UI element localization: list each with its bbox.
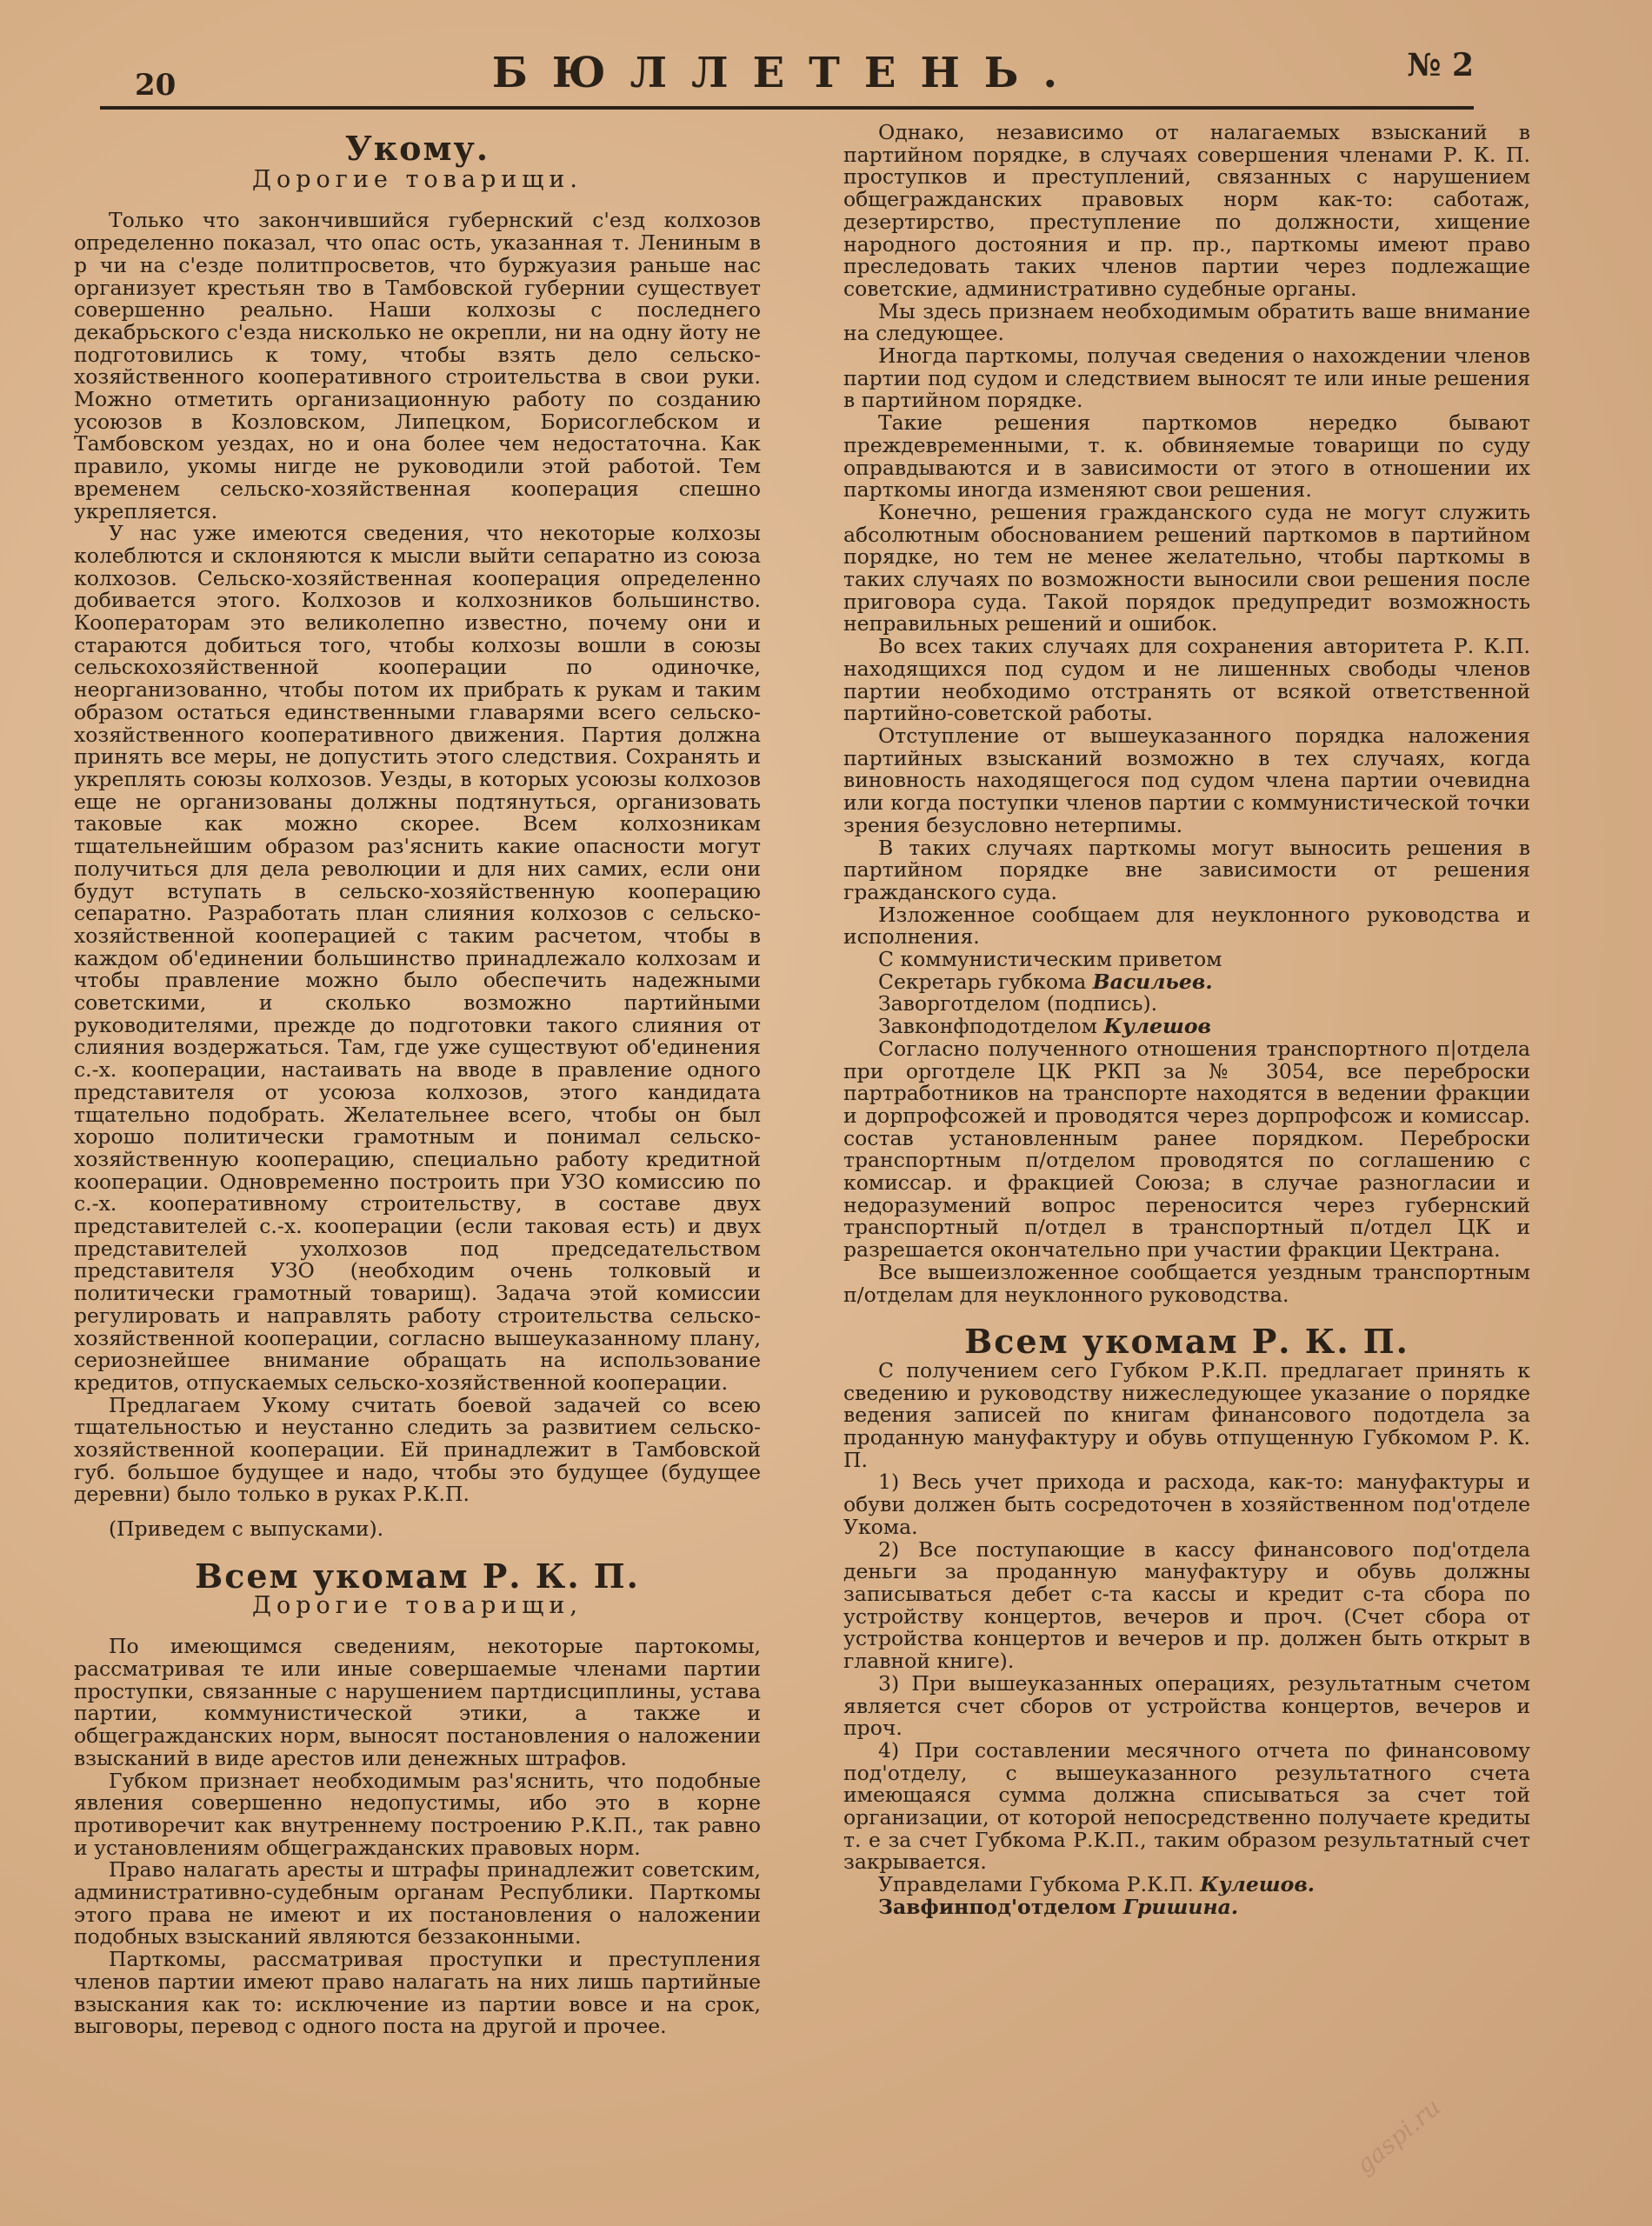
greeting: Дорогие товарищи, xyxy=(252,1591,583,1619)
paragraph: Предлагаем Укому считать боевой задачей со всею тщательностью и неустанно следить за развитием сельско-хозяйственной кооперации. Ей принадлежит в Тамбовской губ. большое будущее и надо, чтобы это будущее (будущее деревни) было только в руках Р.К.П. xyxy=(74,1392,761,1507)
issue-number: № 2 xyxy=(1407,47,1474,83)
paragraph: Однако, независимо от налагаемых взысканий в партийном порядке, в случаях совершения членами Р. К. П. проступков и преступлений, связанных с нарушением общегражданских правовых норм как-то: саботаж, дезертирство, преступление по должности, хищение народного достояния и пр. пр., парткомы имеют право преследовать таких членов партии через подлежащие советские, административно судебные органы. xyxy=(843,122,1530,301)
list-item: 2) Все поступающие в кассу финансового под'отдела деньги за проданную мануфактуру и обувь должны записываться дебет с-та кассы и кредит с-та сбора по устройству концертов, вечеров и проч. (Счет сбора от устройства концертов и вечеров и пр. должен быть открыт в главной книге). xyxy=(843,1536,1530,1674)
paragraph: Мы здесь признаем необходимым обратить ваше внимание на следующее. xyxy=(843,298,1530,346)
page-header xyxy=(100,42,1474,111)
list-item: 3) При вышеуказанных операциях, результатным счетом является счет сборов от устройства концертов, вечеров и проч. xyxy=(843,1670,1530,1741)
paragraph: Только что закончившийся губернский с'езд колхозов определенно показал, что опас ость, указанная т. Лениным в р чи на с'езде политпросветов, что буржуазия раньше нас организует крестьян тво в Тамбовской губернии существует совершенно реально. Наши колхозы с последнего декабрьского с'езда нисколько не окрепли, ни на одну йоту не подготовились к тому, чтобы взять дело сельско-хозяйственного кооперативного строительства в свои руки. Можно отметить организационную работу по созданию усоюзов в Козловском, Липецком, Борисоглебском и Тамбовском уездах, но и она более чем недостаточна. Как правило, укомы нигде не руководили этой работой. Тем временем сельско-хозяйственная кооперация спешно укрепляется. xyxy=(74,208,761,523)
greeting: Дорогие товарищи. xyxy=(252,165,583,193)
paragraph: Такие решения парткомов нередко бывают преждевременными, т. к. обвиняемые товарищи по суду оправдываются и в зависимости от этого в отношении их парткомы иногда изменяют свои решения. xyxy=(843,410,1530,503)
right-column xyxy=(843,122,1530,2174)
paragraph: Парткомы, рассматривая проступки и преступления членов партии имеют право налагать на них лишь партийные взыскания как то: исключение из партии вовсе и на срок, выговоры, перевод с одного поста на другой и прочее. xyxy=(74,1947,761,2039)
paragraph: С получением сего Губком Р.К.П. предлагает принять к сведению и руководству нижеследующее указание о порядке ведения записей по книгам финансового подотдела за проданную мануфактуру и обувь отпущенную Губкомом Р. К. П. xyxy=(843,1357,1530,1472)
closing-line: С коммунистическим приветом xyxy=(878,947,1222,972)
paragraph: У нас уже имеются сведения, что некоторые колхозы колеблются и склоняются к мысли выйти сепаратно из союза колхозов. Сельско-хозяйственная кооперация определенно добивается этого. Колхозов и колхозников большинство. Кооператорам это великолепно известно, почему они и стараются добиться того, чтобы колхозы вошли в союзы сельскохозяйственной кооперации по одиночке, неорганизованно, чтобы потом их прибрать к рукам и таким образом остаться единственными главарями всего сельско-хозяйственного кооперативного движения. Партия должна принять все меры, не допустить этого следствия. Сохранять и укреплять союзы колхозов. Уезды, в которых усоюзы колхозов еще не организованы должны подтянуться, организовать таковые как можно скорее. Всем колхозникам тщательнейшим образом раз'яснить какие опасности могут получиться для дела революции и для них самих, если они будут вступать в сельско-хозяйственную кооперацию сепаратно. Разработать план слияния колхозов с сельско-хозяйственной кооперацией с таким расчетом, чтобы в каждом об'единении большинство принадлежало колхозам и чтобы правление можно было обеспечить надежными советскими, и сколько возможно партийными руководителями, прежде до подготовки такого слияния от слияния воздержаться. Там, где уже существуют об'единения с.-х. кооперации, настаивать на вводе в правление одного представителя от усоюза колхозов, этого кандидата тщательно подобрать. Желательнее всего, чтобы он был хорошо политически грамотным и понимал сельско-хозяйственную кооперацию, специально работу кредитной кооперации. Одновременно построить при УЗО комиссию по с.-х. кооперативному строительству, в составе двух представителей с.-х. кооперации (если таковая есть) и двух представителей ухолхозов под председательством представителя УЗО (необходим очень толковый и политически грамотный товарищ). Задача этой комиссии регулировать и направлять работу строительства сельско-хозяйственной кооперации, согласно вышеуказанному плану, сериознейшее внимание обращать на использование кредитов, отпускаемых сельско-хозяйственной кооперации. xyxy=(74,521,761,1395)
paragraph: Согласно полученного отношения транспортного п|отдела при орготделе ЦК РКП за № 3054, все переброски партработников на транспорте находятся в ведении фракции и дорпрофсожей и проводятся через дорпрофсож и комиссар. состав установленным ранее порядком. Переброски транспортным п/отделом проводятся по соглашению с комиссар. и фракцией Союза; в случае разногласии и недоразумений вопрос переносится через губернский транспортный п/отдел в транспортный п/отдел ЦК и разрешается окончательно при участии фракции Цектрана. xyxy=(843,1036,1530,1263)
signature-zavfin: Завфинпод'отделом Гришина. xyxy=(878,1894,1238,1919)
signature-secretary: Секретарь губкома Васильев. xyxy=(878,969,1213,994)
paragraph: Губком признает необходимым раз'яснить, что подобные явления совершенно недопустимы, ибо это в корне противоречит как внутреннему построению Р.К.П., так равно и установлениям общегражданских правовых норм. xyxy=(74,1768,761,1860)
header-rule xyxy=(100,106,1474,110)
watermark: gaspi.ru xyxy=(1349,2092,1447,2180)
list-item: 1) Весь учет прихода и расхода, как-то: мануфактуры и обуви должен быть сосредоточен в хозяйственном под'отделе Укома. xyxy=(843,1470,1530,1539)
article-title-vsem-ukomam: Всем укомам Р. К. П. xyxy=(195,1556,640,1596)
article-title-ukomu: Укому. xyxy=(344,129,490,168)
paragraph: Изложенное сообщаем для неуклонного руководства и исполнения. xyxy=(843,902,1530,950)
paragraph: Отступление от вышеуказанного порядка наложения партийных взысканий возможно в тех случаях, когда виновность находящегося под судом члена партии очевидна или когда поступки членов партии с коммунистической точки зрения безусловно нетерпимы. xyxy=(843,723,1530,837)
paragraph: Конечно, решения гражданского суда не могут служить абсолютным обоснованием решений парткомов в партийном порядке, но тем не менее желательно, чтобы парткомы в таких случаях по возможности выносили свои решения после приговора суда. Такой порядок предупредит возможность неправильных решений и ошибок. xyxy=(843,499,1530,636)
list-item: 4) При составлении месячного отчета по финансовому под'отделу, с вышеуказанного результатного счета имеющаяся сумма должна списываться за счет той организации, от которой непосредственно получаете кредиты т. е за счет Губкома Р.К.П., таким образом результатный счет закрывается. xyxy=(843,1737,1530,1875)
paragraph: По имеющимся сведениям, некоторые партокомы, рассматривая те или иные совершаемые членами партии проступки, связанные с нарушением партдисциплины, устава партии, коммунистической этики, а также и общегражданских норм, выносят постановления о наложении взысканий в виде арестов или денежных штрафов. xyxy=(74,1634,761,1770)
signature-zavkonf: Завконфподотделом Кулешов xyxy=(878,1014,1211,1039)
paragraph: Все вышеизложенное сообщается уездным транспортным п/отделам для неуклонного руководства. xyxy=(843,1259,1530,1307)
paragraph: В таких случаях парткомы могут выносить решения в партийном порядке вне зависимости от решения гражданского суда. xyxy=(843,835,1530,904)
signature-zavorgotdel: Заворготделом (подпись). xyxy=(878,991,1158,1016)
page-number: 20 xyxy=(135,68,177,103)
article-title-vsem-ukomam-2: Всем укомам Р. К. П. xyxy=(964,1322,1409,1362)
paragraph: Во всех таких случаях для сохранения авторитета Р. К.П. находящихся под судом и не лишенных свободы членов партии необходимо отстранять от всякой ответственной партийно-советской работы. xyxy=(843,634,1530,726)
left-column xyxy=(74,122,761,2174)
paragraph: Иногда парткомы, получая сведения о нахождении членов партии под судом и следствием выносят те или иные решения в партийном порядке. xyxy=(843,343,1530,413)
masthead-title: БЮЛЛЕТЕНЬ. xyxy=(491,49,1082,97)
paragraph: Право налагать аресты и штрафы принадлежит советским, административно-судебным органам Республики. Парткомы этого права не имеют и их постановления о наложении подобных взысканий являются беззаконными. xyxy=(74,1857,761,1949)
paragraph: (Приведем с выпусками). xyxy=(109,1516,384,1542)
signature-upravdelami: Управделами Губкома Р.К.П. Кулешов. xyxy=(878,1872,1315,1897)
